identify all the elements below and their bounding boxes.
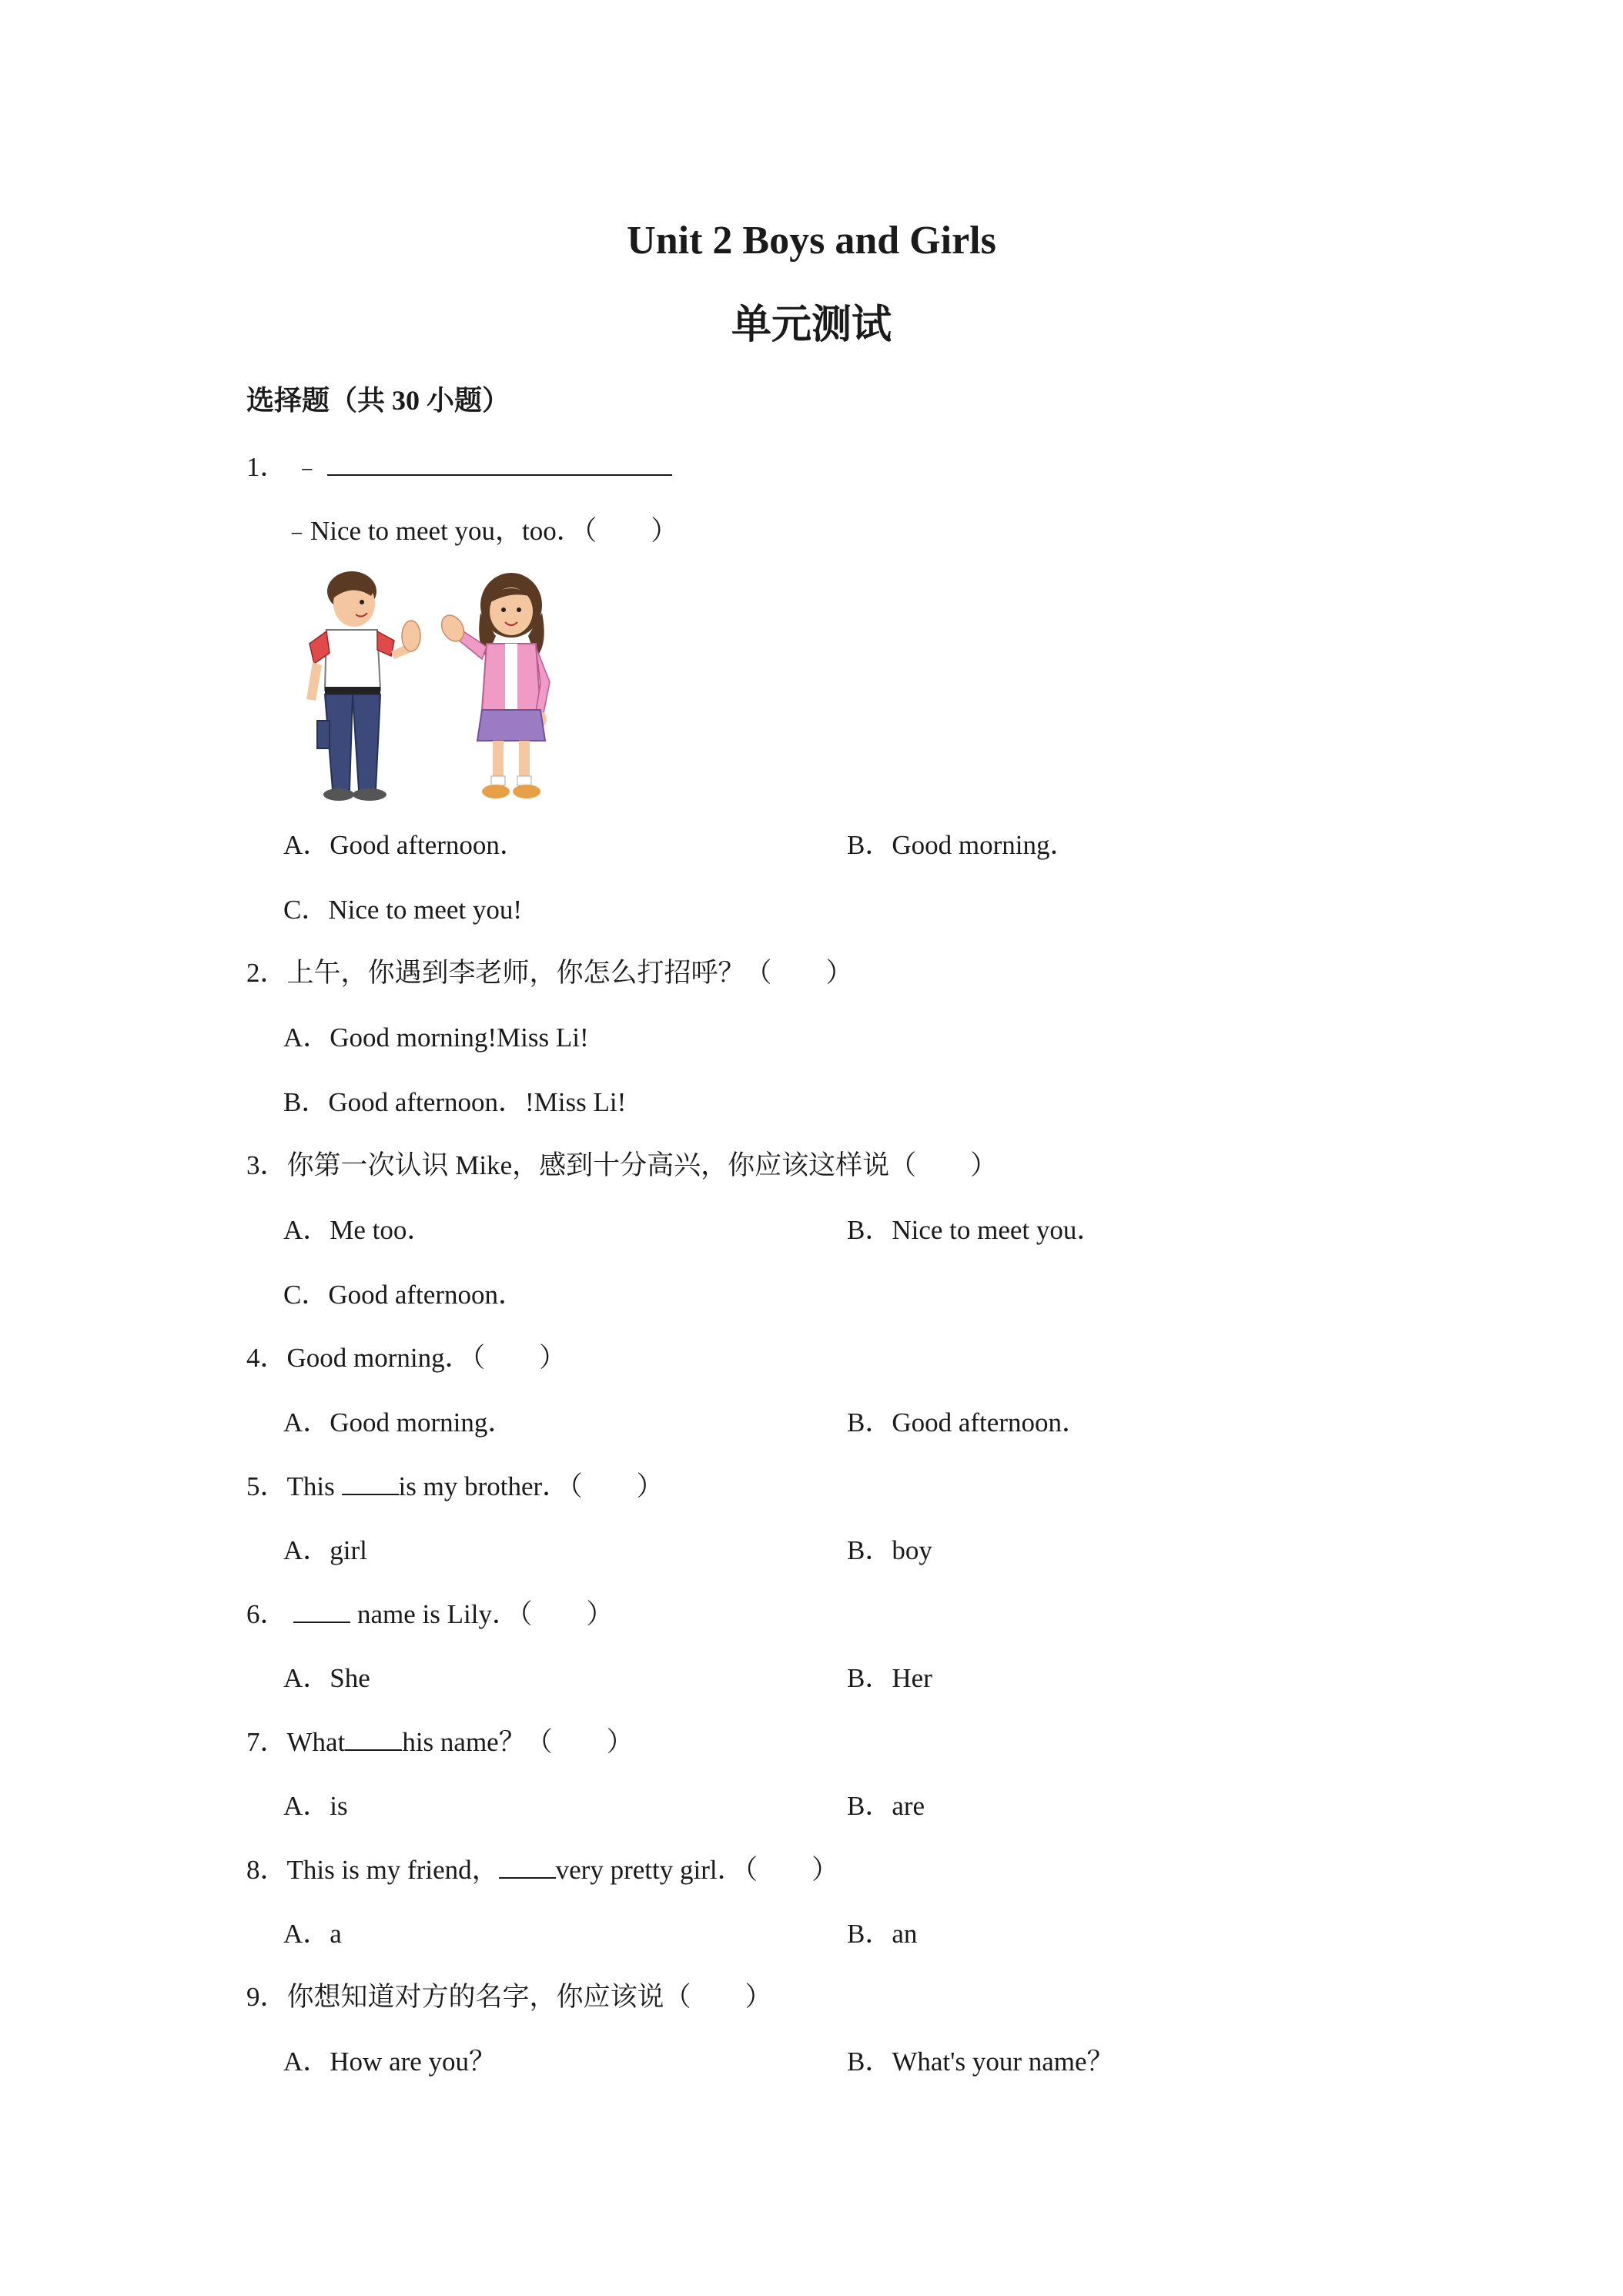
question-4-option-a[interactable]: A．Good morning． bbox=[283, 1407, 515, 1438]
question-number: 1． bbox=[246, 452, 287, 482]
question-number: 2． bbox=[246, 958, 287, 988]
question-5-option-b[interactable]: B．boy bbox=[847, 1535, 932, 1565]
question-prefix: ﹣ bbox=[293, 452, 321, 482]
question-number: 9． bbox=[246, 1982, 287, 2012]
question-number: 7． bbox=[246, 1727, 287, 1757]
question-1-option-a[interactable]: A．Good afternoon． bbox=[283, 830, 527, 860]
question-text-after: very pretty girl．（ ） bbox=[555, 1855, 839, 1885]
question-text-after: name is Lily．（ ） bbox=[350, 1599, 614, 1629]
greeting-illustration bbox=[279, 567, 594, 805]
question-text: 上午，你遇到李老师，你怎么打招呼？（ ） bbox=[286, 958, 853, 988]
question-5 bbox=[246, 1468, 664, 1505]
question-3 bbox=[246, 1147, 997, 1184]
question-2 bbox=[246, 955, 853, 992]
question-number: 5． bbox=[246, 1471, 287, 1501]
page-subtitle: 单元测试 bbox=[731, 303, 892, 347]
question-text: 你第一次认识 Mike，感到十分高兴，你应该这样说（ ） bbox=[286, 1150, 998, 1180]
question-3-option-a[interactable]: A．Me too． bbox=[283, 1215, 434, 1245]
question-9-option-a[interactable]: A．How are you？ bbox=[283, 2047, 497, 2077]
question-5-option-a[interactable]: A．girl bbox=[283, 1535, 367, 1565]
question-1-option-b[interactable]: B．Good morning． bbox=[847, 830, 1077, 860]
question-text-before: What bbox=[286, 1727, 346, 1757]
question-2-option-a[interactable]: A．Good morning!Miss Li! bbox=[283, 1022, 589, 1053]
answer-blank bbox=[327, 448, 672, 476]
question-1-option-c[interactable]: C．Nice to meet you! bbox=[283, 895, 523, 925]
question-6-option-b[interactable]: B．Her bbox=[847, 1663, 932, 1693]
question-7-option-a[interactable]: A．is bbox=[283, 1791, 348, 1821]
question-8 bbox=[246, 1851, 838, 1889]
question-4 bbox=[246, 1340, 566, 1377]
answer-blank bbox=[293, 1595, 350, 1623]
question-6-option-a[interactable]: A．She bbox=[283, 1663, 370, 1693]
question-number: 6． bbox=[246, 1599, 287, 1629]
question-8-option-b[interactable]: B．an bbox=[847, 1919, 918, 1949]
question-8-option-a[interactable]: A．a bbox=[283, 1919, 342, 1949]
question-text-after: is my brother．（ ） bbox=[398, 1471, 664, 1501]
question-number: 4． bbox=[246, 1343, 287, 1373]
section-heading: 选择题（共 30 小题） bbox=[246, 385, 510, 416]
question-9-option-b[interactable]: B．What's your name？ bbox=[847, 2047, 1114, 2077]
question-number: 8． bbox=[246, 1855, 287, 1885]
question-3-option-c[interactable]: C．Good afternoon． bbox=[283, 1280, 525, 1310]
question-text-before: This is my friend， bbox=[286, 1855, 499, 1885]
question-text: Good morning．（ ） bbox=[286, 1343, 567, 1373]
question-number: 3． bbox=[246, 1150, 287, 1180]
question-4-option-b[interactable]: B．Good afternoon． bbox=[847, 1407, 1089, 1438]
girl-figure bbox=[437, 573, 550, 798]
answer-blank bbox=[345, 1723, 402, 1751]
question-1 bbox=[246, 448, 672, 486]
question-6 bbox=[246, 1595, 613, 1633]
question-3-option-b[interactable]: B．Nice to meet you． bbox=[847, 1215, 1104, 1245]
question-text: 你想知道对方的名字，你应该说（ ） bbox=[286, 1982, 772, 2012]
question-1-reply: ﹣Nice to meet you，too．（ ） bbox=[283, 516, 678, 546]
question-2-option-b[interactable]: B．Good afternoon．!Miss Li! bbox=[283, 1087, 627, 1117]
question-text-after: his name？（ ） bbox=[402, 1727, 634, 1757]
boy-figure bbox=[306, 571, 420, 801]
answer-blank bbox=[499, 1851, 556, 1879]
page-title: Unit 2 Boys and Girls bbox=[627, 219, 996, 263]
question-text-before: This bbox=[286, 1471, 342, 1501]
question-7-option-b[interactable]: B．are bbox=[847, 1791, 925, 1821]
question-7 bbox=[246, 1723, 634, 1761]
answer-blank bbox=[342, 1468, 399, 1495]
question-9 bbox=[246, 1979, 772, 2016]
